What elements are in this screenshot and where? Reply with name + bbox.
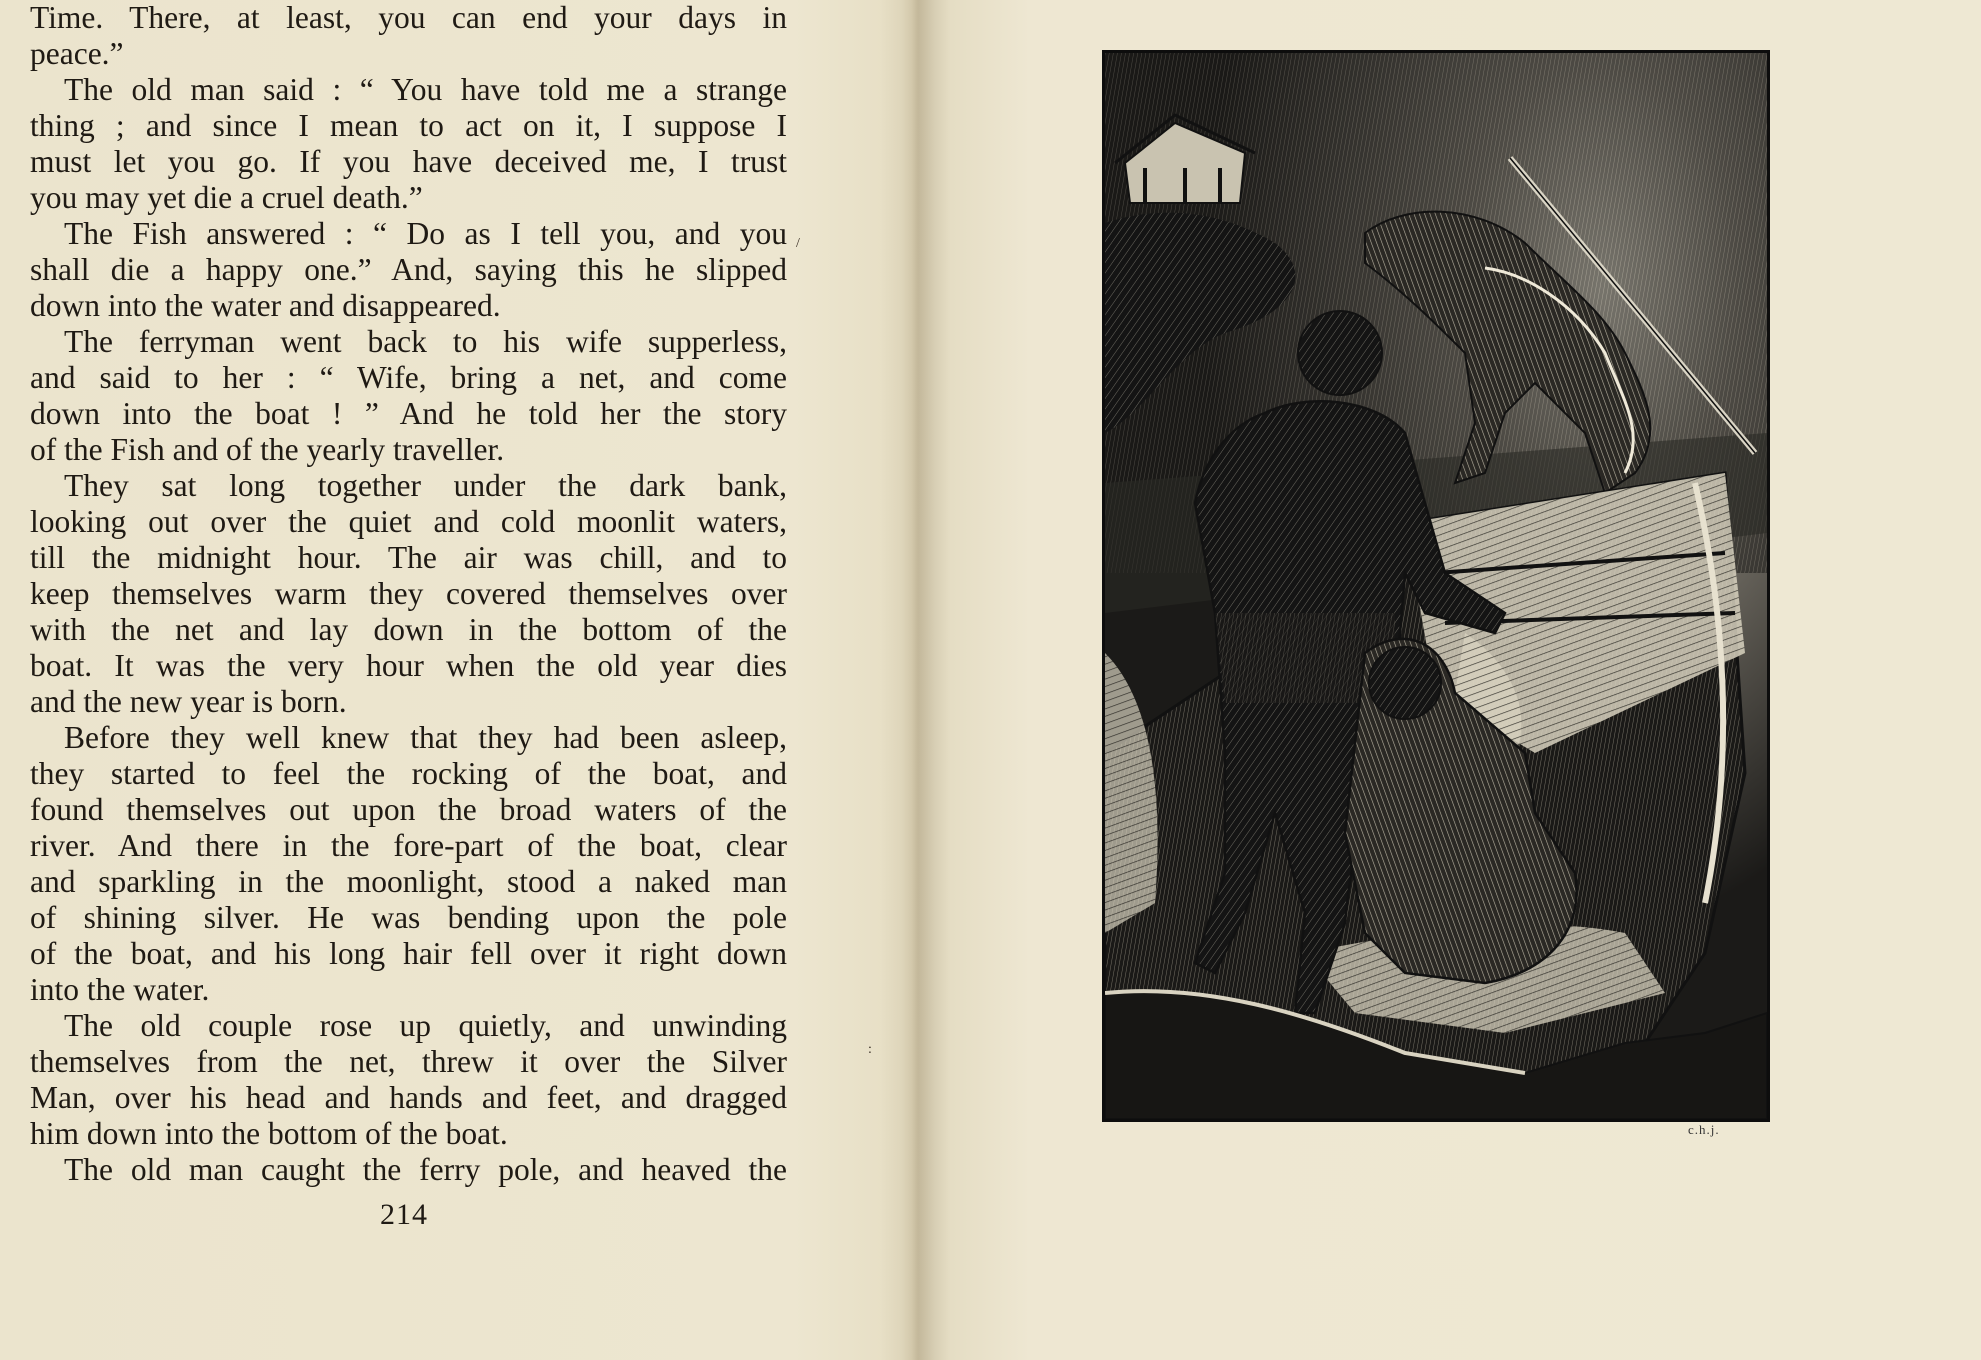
text-line: they started to feel the rocking of the boat, and bbox=[30, 756, 787, 791]
text-line: keep themselves warm they covered themselves over bbox=[30, 576, 787, 611]
text-line: river. And there in the fore-part of the boat, clear bbox=[30, 828, 787, 863]
text-line: of the boat, and his long hair fell over it right down bbox=[30, 936, 787, 971]
text-line: and said to her : “ Wife, bring a net, and come bbox=[30, 360, 787, 395]
text-line: him down into the bottom of the boat. bbox=[30, 1116, 508, 1151]
left-page bbox=[0, 0, 900, 1360]
text-line: The old couple rose up quietly, and unwinding bbox=[64, 1008, 787, 1043]
text-line: The old man caught the ferry pole, and heaved the bbox=[64, 1152, 787, 1187]
text-line: down into the water and disappeared. bbox=[30, 288, 501, 323]
text-line: looking out over the quiet and cold moonlit waters, bbox=[30, 504, 787, 539]
text-line: boat. It was the very hour when the old year dies bbox=[30, 648, 787, 683]
illustration-drawing bbox=[1105, 53, 1767, 1119]
text-line: and the new year is born. bbox=[30, 684, 347, 719]
text-line: The ferryman went back to his wife supperless, bbox=[64, 324, 787, 359]
body-text bbox=[30, 0, 787, 1188]
page-number: 214 bbox=[380, 1198, 428, 1231]
text-line: Man, over his head and hands and feet, and dragged bbox=[30, 1080, 787, 1115]
right-page bbox=[796, 0, 1981, 1360]
text-line: you may yet die a cruel death.” bbox=[30, 180, 423, 215]
text-line: Before they well knew that they had been asleep, bbox=[64, 720, 787, 755]
text-line: into the water. bbox=[30, 972, 210, 1007]
text-line: themselves from the net, threw it over the Silver bbox=[30, 1044, 787, 1079]
text-line: of the Fish and of the yearly traveller. bbox=[30, 432, 505, 467]
text-line: Time. There, at least, you can end your days in bbox=[30, 0, 787, 35]
text-line: with the net and lay down in the bottom of the bbox=[30, 612, 787, 647]
text-line: found themselves out upon the broad waters of the bbox=[30, 792, 787, 827]
text-line: peace.” bbox=[30, 36, 124, 71]
text-line: down into the boat ! ” And he told her the story bbox=[30, 396, 787, 431]
illustrator-signature: c.h.j. bbox=[1688, 1122, 1720, 1137]
text-line: of shining silver. He was bending upon the pole bbox=[30, 900, 787, 935]
margin-mark: / bbox=[796, 236, 800, 251]
margin-mark: : bbox=[868, 1042, 872, 1057]
text-line: The Fish answered : “ Do as I tell you, and you bbox=[64, 216, 787, 251]
illustration bbox=[1102, 50, 1770, 1122]
text-line: thing ; and since I mean to act on it, I suppose I bbox=[30, 108, 787, 143]
text-line: They sat long together under the dark bank, bbox=[64, 468, 787, 503]
text-line: must let you go. If you have deceived me, I trust bbox=[30, 144, 787, 179]
text-line: shall die a happy one.” And, saying this he slipped bbox=[30, 252, 787, 287]
text-line: The old man said : “ You have told me a strange bbox=[64, 72, 787, 107]
text-line: and sparkling in the moonlight, stood a naked man bbox=[30, 864, 787, 899]
text-line: till the midnight hour. The air was chill, and to bbox=[30, 540, 787, 575]
